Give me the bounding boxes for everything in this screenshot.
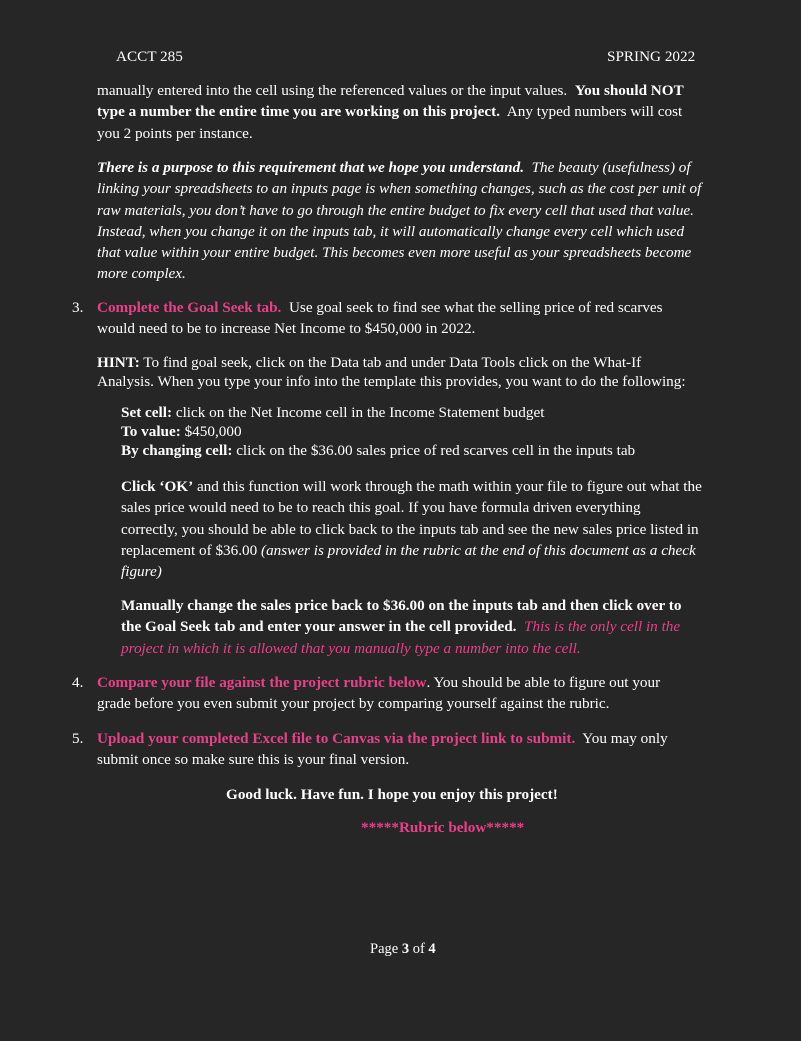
hint-paragraph: HINT: To find goal seek, click on the Data tab and under Data Tools click on the What-If Analysis. When you type your info into the template this provides, you want to do the following:: [97, 354, 686, 390]
rubric-note: *****Rubric below*****: [361, 819, 525, 836]
header-course: ACCT 285: [116, 48, 183, 65]
page-number: Page 3 of 4: [370, 941, 436, 957]
purpose-paragraph: There is a purpose to this requirement that we hope you understand. The beauty (usefulness) of linking your spreadsheets to an inputs page is when something changes, such as the cost per unit of raw materials, you don’t have to go through the entire budget to fix every cell that used that value. Instead, when you change it on the inputs tab, it will automatically change every cell which used that value within your entire budget. This becomes even more useful as your spreadsheets become more complex.: [97, 159, 702, 283]
step-5-number: 5.: [72, 730, 84, 747]
manual-change-paragraph: Manually change the sales price back to $36.00 on the inputs tab and then click over to the Goal Seek tab and enter your answer in the cell provided. This is the only cell in the project in which it is allowed that you manually type a number into the cell.: [121, 597, 682, 657]
click-ok-paragraph: Click ‘OK’ and this function will work through the math within your file to figure out what the sales price would need to be to reach this goal. If you have formula driven everything correctly, you should be able to click back to the inputs tab and see the new sales price listed in replacement of $36.00 (answer is provided in the rubric at the end of this document as a check figure): [121, 478, 702, 581]
goal-seek-settings: Set cell: click on the Net Income cell in the Income Statement budget To value: $450,000 By changing cell: click on the $36.00 sales price of red scarves cell in the inputs tab: [121, 404, 636, 459]
step-5-paragraph: Upload your completed Excel file to Canvas via the project link to submit. You may only submit once so make sure this is your final version.: [97, 730, 668, 769]
step-4-paragraph: Compare your file against the project rubric below. You should be able to figure out your grade before you even submit your project by comparing yourself against the rubric.: [97, 674, 661, 713]
header-term: SPRING 2022: [607, 48, 696, 65]
step-4-number: 4.: [72, 674, 84, 691]
step-3-number: 3.: [72, 299, 84, 316]
step-3-paragraph: Complete the Goal Seek tab. Use goal seek to find see what the selling price of red scarves would need to be to increase Net Income to $450,000 in 2022.: [97, 299, 663, 338]
intro-paragraph: manually entered into the cell using the referenced values or the input values. You should NOT type a number the entire time you are working on this project. Any typed numbers will cost you 2 points per instance.: [97, 82, 684, 142]
closing-line: Good luck. Have fun. I hope you enjoy this project!: [226, 786, 558, 803]
